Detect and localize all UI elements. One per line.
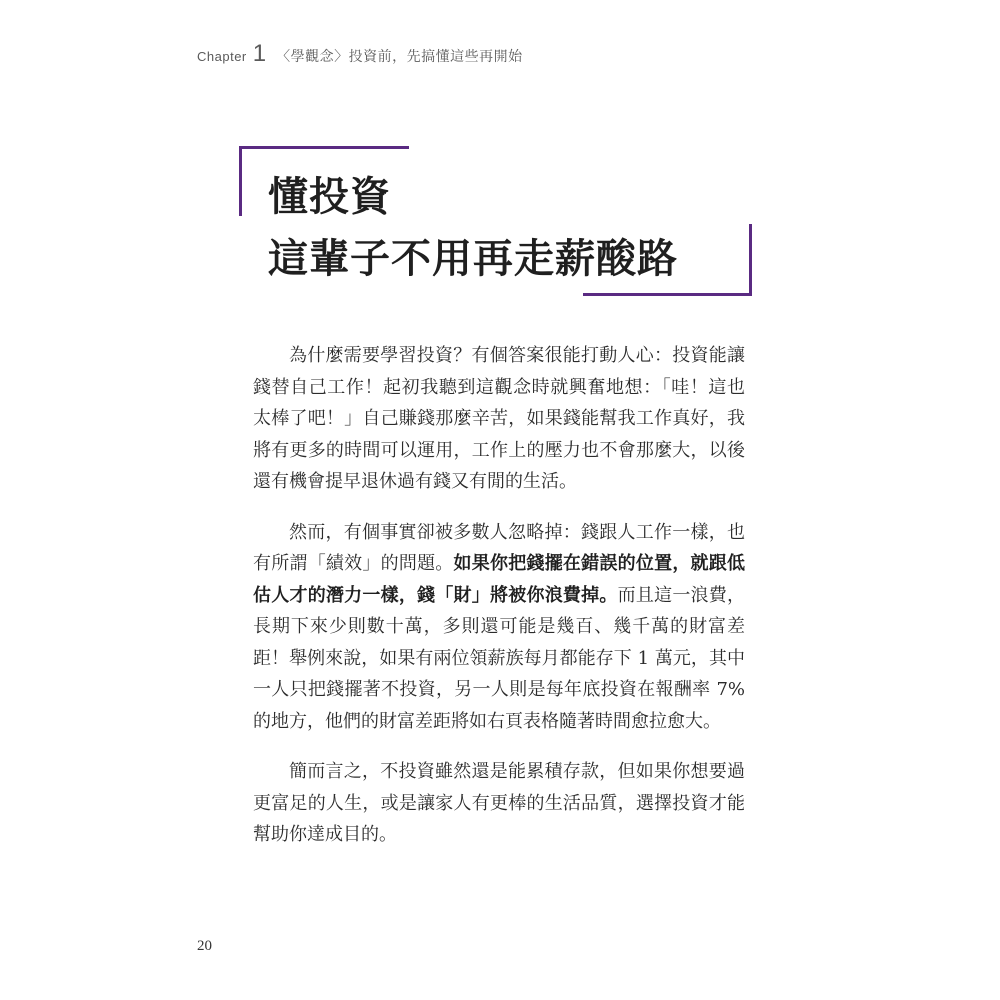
- title-frame-right: [749, 224, 752, 296]
- running-header: [197, 42, 523, 72]
- title-frame-bottom: [583, 293, 752, 296]
- body-text: [253, 340, 745, 870]
- title-frame-top: [239, 146, 409, 149]
- chapter-title: 〈學觀念〉投資前，先搞懂這些再開始: [276, 49, 523, 65]
- page-number: 20: [197, 938, 212, 954]
- paragraph-2-emphasis: 如果你把錢擺在錯誤的位置，就跟低估人才的潛力一樣，錢「財」將被你浪費掉。: [253, 553, 746, 606]
- chapter-label: Chapter: [197, 49, 247, 64]
- paragraph-2-start: 然而，有個事實卻被多數人忽略掉：錢跟人工作一樣，也有所謂「績效」的問題。: [253, 521, 745, 574]
- paragraph-2-end: 而且這一浪費，長期下來少則數十萬，多則還可能是幾百、幾千萬的財富差距！舉例來說，如果有兩位領薪族每月都能存下 1 萬元，其中一人只把錢擺著不投資，另一人則是每年底投資在報酬率 7% 的地方，他們的財富差距將如右頁表格隨著時間愈拉愈大。: [253, 584, 746, 732]
- section-title-line-1: 懂投資: [268, 174, 391, 220]
- section-title: [268, 166, 678, 290]
- paragraph-2: [253, 517, 745, 738]
- paragraph-1: 為什麼需要學習投資？有個答案很能打動人心：投資能讓錢替自己工作！起初我聽到這觀念時就興奮地想：「哇！這也太棒了吧！」自己賺錢那麼辛苦，如果錢能幫我工作真好，我將有更多的時間可以運用，工作上的壓力也不會那麼大，以後還有機會提早退休過有錢又有閒的生活。: [253, 345, 745, 492]
- title-frame-left: [239, 146, 242, 216]
- chapter-number: 1: [252, 40, 267, 67]
- section-title-line-2: 這輩子不用再走薪酸路: [268, 236, 678, 282]
- paragraph-3: 簡而言之，不投資雖然還是能累積存款，但如果你想要過更富足的人生，或是讓家人有更棒的生活品質，選擇投資才能幫助你達成目的。: [253, 761, 745, 845]
